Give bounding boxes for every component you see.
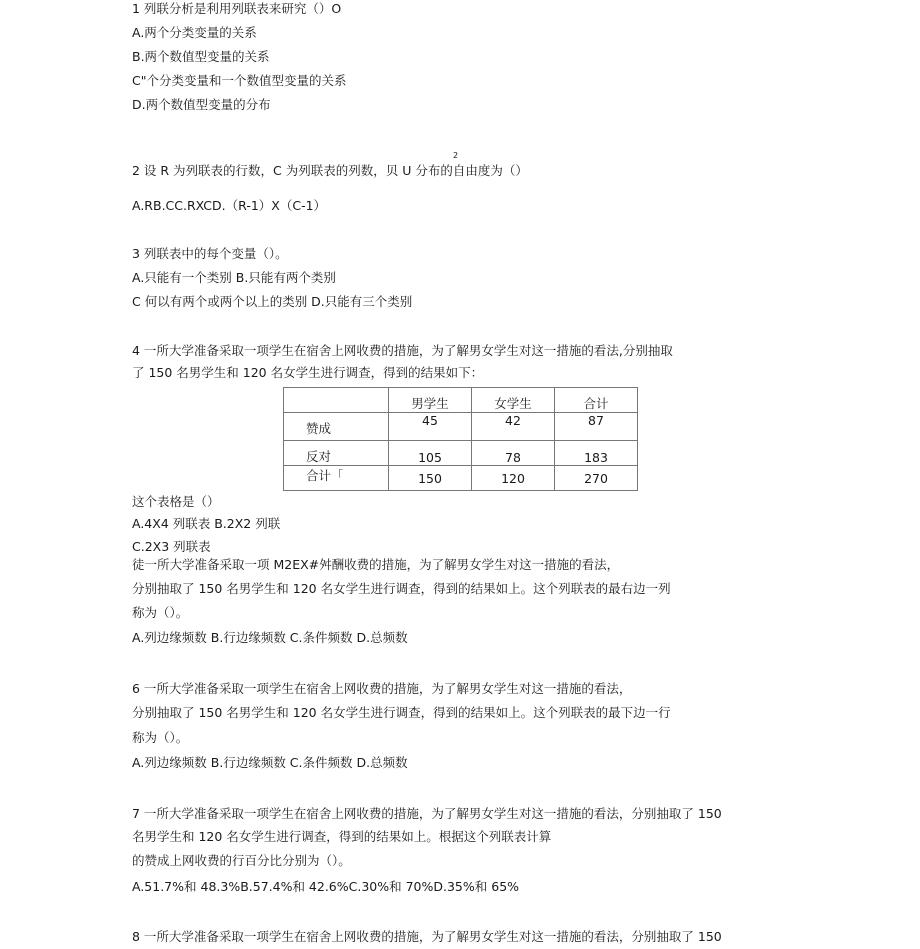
table-cell: 42 [472, 413, 555, 441]
q2-superscript: 2 [453, 151, 459, 160]
q3-options-line2: C 何以有两个或两个以上的类别 D.只能有三个类别 [132, 294, 413, 309]
q4-question: 这个表格是（） [132, 494, 220, 509]
q6-stem-line1: 6 一所大学准备采取一项学生在宿舍上网收费的措施，为了解男女学生对这一措施的看法， [132, 681, 632, 696]
q5-stem-line1: 徒一所大学准备采取一项 M2EX#舛酬收费的措施，为了解男女学生对这一措施的看法， [132, 557, 620, 572]
q1-stem: 1 列联分析是利用列联表来研究（）O [132, 1, 342, 16]
q4-stem-line1: 4 一所大学准备采取一项学生在宿舍上网收费的措施，为了解男女学生对这一措施的看法,分别抽取 [132, 343, 673, 358]
q8-stem-line1: 8 一所大学准备采取一项学生在宿舍上网收费的措施，为了解男女学生对这一措施的看法，分别抽取了 150 [132, 929, 722, 944]
table-row-label: 合计「 [284, 466, 389, 491]
q1-option-a: A.两个分类变量的关系 [132, 25, 257, 40]
table-cell: 183 [555, 441, 638, 466]
q4-stem-line2: 了 150 名男学生和 120 名女学生进行调查，得到的结果如下： [132, 365, 484, 380]
table-header-row [284, 388, 638, 413]
q7-options: A.51.7%和 48.3%B.57.4%和 42.6%C.30%和 70%D.35%和 65% [132, 879, 520, 894]
q1-option-c: C"个分类变量和一个数值型变量的关系 [132, 73, 347, 88]
q5-options: A.列边缘频数 B.行边缘频数 C.条件频数 D.总频数 [132, 630, 408, 645]
q7-stem-line1: 7 一所大学准备采取一项学生在宿舍上网收费的措施，为了解男女学生对这一措施的看法，分别抽取了 150 [132, 806, 722, 821]
q7-stem-line3: 的赞成上网收费的行百分比分别为（）。 [132, 853, 351, 868]
q1-option-b: B.两个数值型变量的关系 [132, 49, 270, 64]
q3-stem: 3 列联表中的每个变量（）。 [132, 246, 288, 261]
q2-options: A.RB.CC.RXCD.（R-1）X（C-1） [132, 198, 327, 213]
table-row [284, 441, 638, 466]
q6-options: A.列边缘频数 B.行边缘频数 C.条件频数 D.总频数 [132, 755, 408, 770]
table-header-total: 合计 [555, 388, 638, 413]
table-cell: 105 [389, 441, 472, 466]
table-cell: 150 [389, 466, 472, 491]
table-cell: 45 [389, 413, 472, 441]
q4-options-line2: C.2X3 列联表 [132, 539, 211, 554]
contingency-table [283, 387, 638, 491]
q5-stem-line2: 分别抽取了 150 名男学生和 120 名女学生进行调查，得到的结果如上。这个列联表的最右边一列 [132, 581, 671, 596]
table-header-corner [284, 388, 389, 413]
table-cell: 87 [555, 413, 638, 441]
q4-options-line1: A.4X4 列联表 B.2X2 列联 [132, 516, 281, 531]
table-cell: 120 [472, 466, 555, 491]
q3-options-line1: A.只能有一个类别 B.只能有两个类别 [132, 270, 336, 285]
table-row-label: 赞成 [284, 413, 389, 441]
table-cell: 270 [555, 466, 638, 491]
table-row [284, 413, 638, 441]
table-row-label: 反对 [284, 441, 389, 466]
table-header-female: 女学生 [472, 388, 555, 413]
table-header-male: 男学生 [389, 388, 472, 413]
q7-stem-line2: 名男学生和 120 名女学生进行调查，得到的结果如上。根据这个列联表计算 [132, 829, 552, 844]
q2-stem: 2 设 R 为列联表的行数，C 为列联表的列数，贝 U 分布的自由度为（） [132, 163, 528, 178]
q6-stem-line2: 分别抽取了 150 名男学生和 120 名女学生进行调查，得到的结果如上。这个列联表的最下边一行 [132, 705, 671, 720]
q5-stem-line3: 称为（）。 [132, 605, 189, 620]
table-row [284, 466, 638, 491]
table-cell: 78 [472, 441, 555, 466]
q6-stem-line3: 称为（）。 [132, 730, 189, 745]
q1-option-d: D.两个数值型变量的分布 [132, 97, 271, 112]
